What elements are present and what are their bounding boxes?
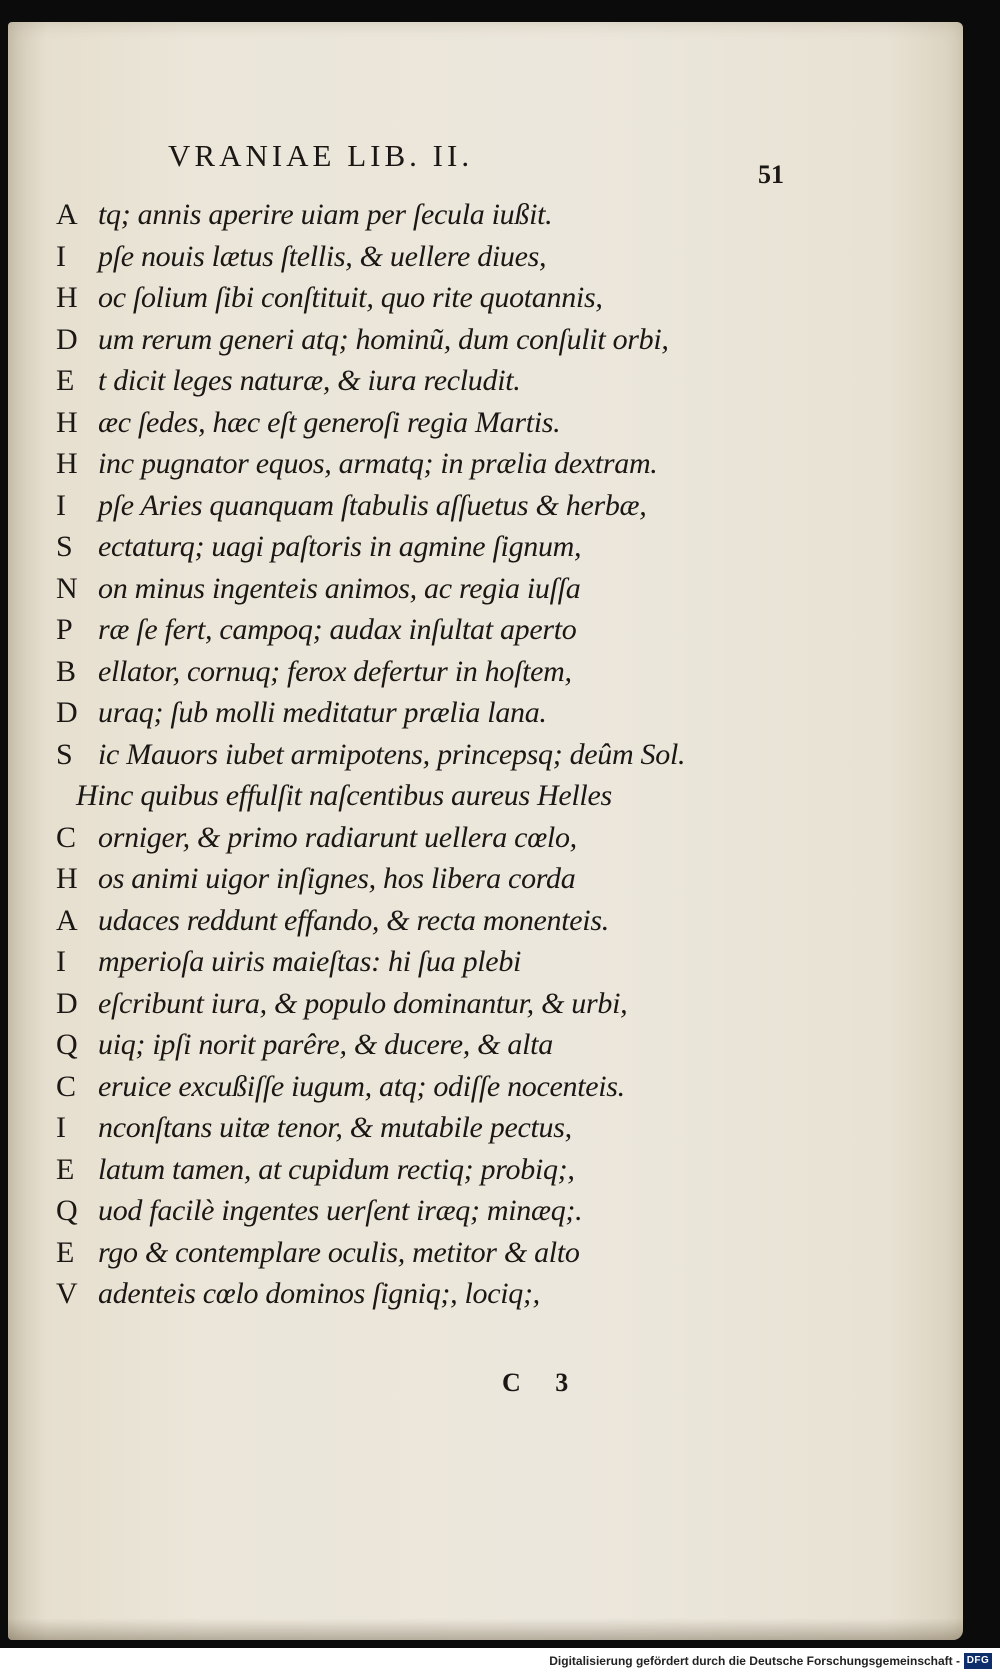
verse-text: ectaturq; uagi paſtoris in agmine ſignum, — [98, 530, 582, 563]
verse-text: inc pugnator equos, armatq; in prælia dextram. — [98, 447, 658, 480]
verse-initial: I — [56, 945, 66, 978]
verse-line — [56, 941, 776, 983]
verse-text: um rerum generi atq; hominũ, dum conſulit orbi, — [98, 322, 669, 356]
verse-text: nconſtans uitæ tenor, & mutabile pectus, — [98, 1111, 572, 1144]
verse-line — [56, 194, 776, 236]
verse-initial: D — [56, 322, 78, 356]
verse-line — [56, 1149, 776, 1191]
verse-text: uod facilè ingentes uerſent iræq; minæq;. — [98, 1194, 583, 1227]
verse-line — [56, 692, 776, 734]
verse-initial: P — [56, 613, 73, 646]
verse-text: os animi uigor inſignes, hos libera corda — [98, 862, 576, 895]
verse-line — [56, 1273, 776, 1315]
verse-initial: E — [56, 364, 75, 397]
verse-text: pſe nouis lætus ſtellis, & uellere diues, — [98, 239, 547, 273]
book-page — [8, 22, 963, 1640]
verse-text: ræ ſe fert, campoq; audax inſultat aperto — [98, 613, 577, 646]
digitization-footer — [0, 1648, 1000, 1676]
verse-text: t dicit leges naturæ, & iura recludit. — [98, 364, 521, 397]
verse-initial: E — [56, 1235, 75, 1269]
verse-line — [56, 1024, 776, 1066]
verse-line — [56, 568, 776, 610]
verse-initial: I — [56, 1111, 66, 1144]
signature-mark: C 3 — [502, 1368, 583, 1397]
verse-text: tq; annis aperire uiam per ſecula iußit. — [98, 198, 553, 231]
verse-text: orniger, & primo radiarunt uellera cœlo, — [98, 820, 577, 854]
verse-text: eruice excußiſſe iugum, atq; odiſſe nocenteis. — [98, 1069, 625, 1103]
verse-line — [56, 485, 776, 527]
verse-initial: C — [56, 820, 77, 854]
verse-line — [56, 236, 776, 278]
verse-line — [56, 1066, 776, 1108]
verse-initial: C — [56, 1069, 77, 1103]
verse-text: adenteis cœlo dominos ſigniq;, lociq;, — [98, 1277, 540, 1310]
verse-initial: S — [56, 737, 73, 771]
verse-text: ellator, cornuq; ferox defertur in hoſtem, — [98, 654, 572, 688]
verse-initial: S — [56, 530, 73, 563]
verse-initial: H — [56, 281, 78, 314]
verse-initial: A — [56, 903, 78, 937]
verse-initial: D — [56, 986, 78, 1020]
verse-initial: D — [56, 696, 78, 729]
verse-line — [56, 526, 776, 568]
verse-line — [56, 651, 776, 693]
verse-block — [56, 194, 776, 1315]
verse-line — [56, 734, 776, 776]
verse-initial: H — [56, 862, 78, 895]
verse-initial: A — [56, 198, 78, 231]
verse-initial: H — [56, 447, 78, 480]
verse-line — [56, 900, 776, 942]
verse-text: ic Mauors iubet armipotens, princepsq; deûm Sol. — [98, 737, 686, 771]
verse-initial: E — [56, 1152, 75, 1186]
verse-line — [56, 1107, 776, 1149]
verse-initial: I — [56, 239, 66, 273]
verse-text: pſe Aries quanquam ſtabulis aſſuetus & herbæ, — [98, 488, 647, 522]
folio-number: 51 — [758, 160, 784, 189]
verse-line — [56, 983, 776, 1025]
verse-line — [56, 609, 776, 651]
verse-text: eſcribunt iura, & populo dominantur, & urbi, — [98, 986, 628, 1020]
verse-text: uraq; ſub molli meditatur prælia lana. — [98, 696, 547, 729]
verse-line — [56, 858, 776, 900]
verse-initial: Q — [56, 1028, 78, 1061]
verse-text: æc ſedes, hæc eſt generoſi regia Martis. — [98, 405, 561, 439]
verse-initial: N — [56, 571, 78, 605]
verse-text: uiq; ipſi norit parêre, & ducere, & alta — [98, 1028, 553, 1061]
funding-credit: Digitalisierung gefördert durch die Deutsche Forschungsgemeinschaft - — [549, 1654, 960, 1668]
verse-line — [56, 402, 776, 444]
verse-text: oc ſolium ſibi conſtituit, quo rite quotannis, — [98, 281, 603, 314]
verse-line — [56, 360, 776, 402]
verse-text: on minus ingenteis animos, ac regia iuſſa — [98, 571, 581, 605]
verse-line — [56, 775, 776, 817]
verse-line — [56, 1232, 776, 1274]
verse-line — [56, 817, 776, 859]
verse-initial: V — [56, 1277, 78, 1310]
running-head: VRANIAE LIB. II. — [168, 138, 474, 173]
verse-initial: H — [56, 405, 78, 439]
verse-text: mperioſa uiris maieſtas: hi ſua plebi — [98, 945, 522, 978]
verse-text: Hinc quibus effulſit naſcentibus aureus Helles — [76, 779, 612, 812]
verse-initial: B — [56, 654, 77, 688]
verse-text: rgo & contemplare oculis, metitor & alto — [98, 1235, 580, 1269]
verse-initial: Q — [56, 1194, 78, 1227]
verse-text: latum tamen, at cupidum rectiq; probiq;, — [98, 1152, 575, 1186]
verse-line — [56, 319, 776, 361]
verse-line — [56, 1190, 776, 1232]
verse-line — [56, 443, 776, 485]
verse-line — [56, 277, 776, 319]
verse-initial: I — [56, 488, 66, 522]
verse-text: udaces reddunt effando, & recta monenteis. — [98, 903, 609, 937]
dfg-logo: DFG — [964, 1653, 992, 1669]
